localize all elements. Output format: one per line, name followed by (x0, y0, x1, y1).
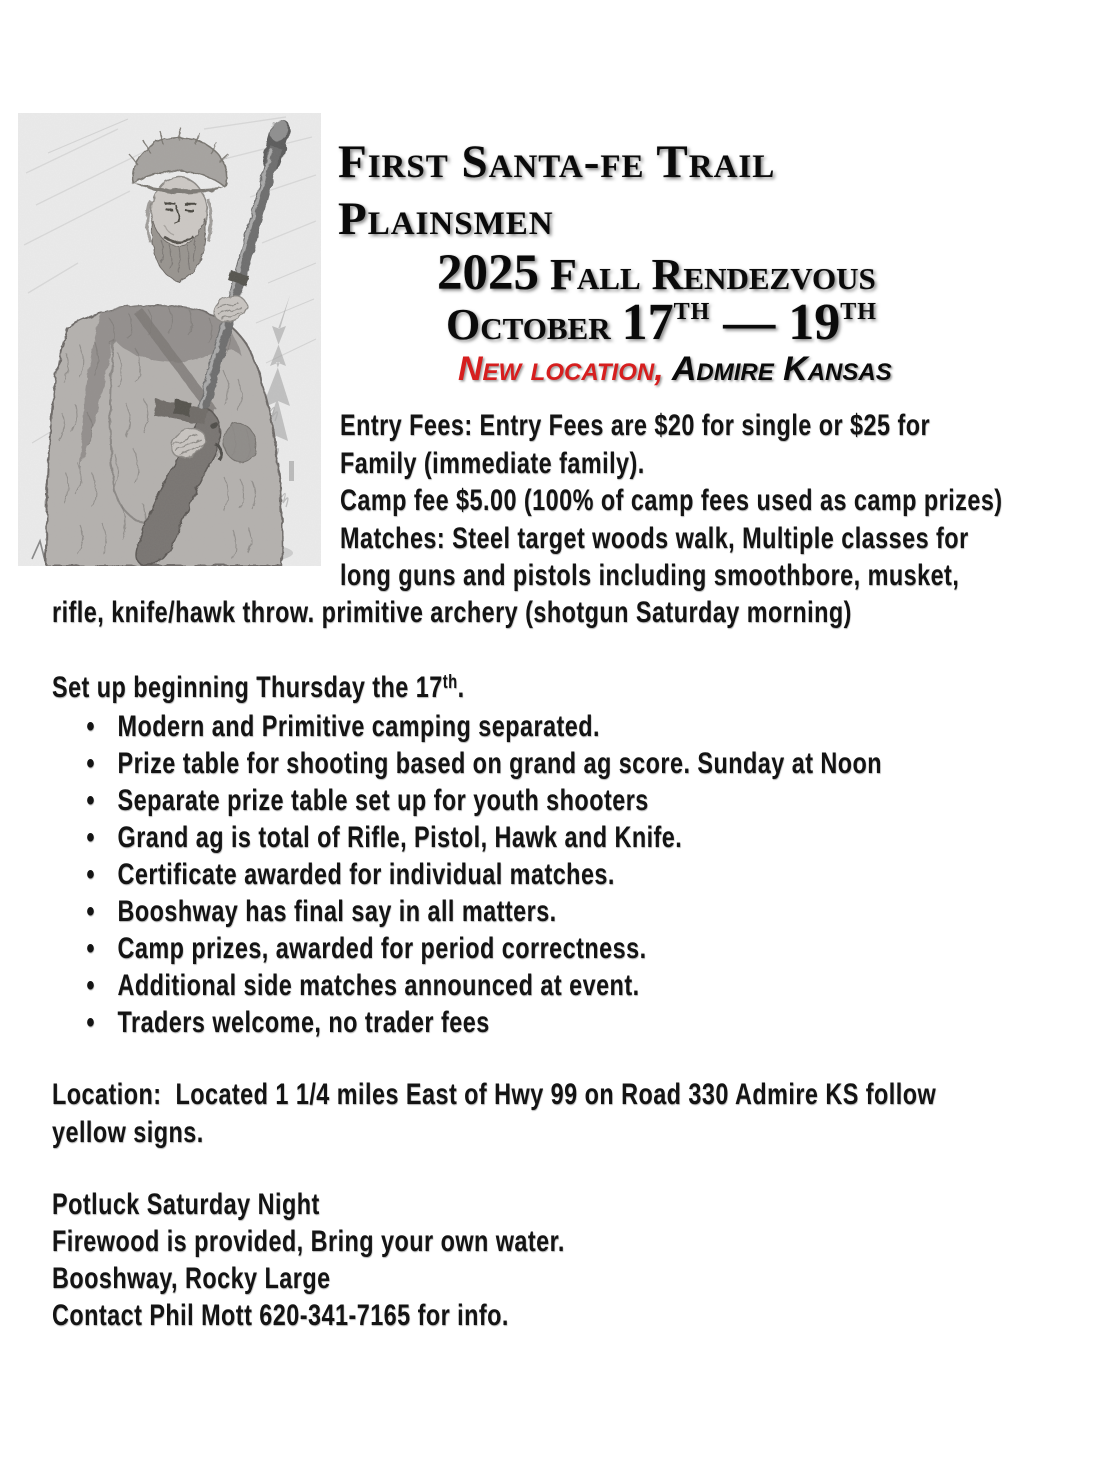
bullet-icon: • (86, 821, 95, 854)
event-details-list (52, 708, 882, 1041)
start-day-text: 17 (621, 294, 674, 351)
location-callout-line (458, 352, 892, 386)
contact-line: Contact Phil Mott 620-341-7165 for info. (52, 1299, 509, 1332)
ordinal-suffix: TH (840, 299, 877, 325)
paragraph-line: yellow signs. (52, 1115, 204, 1149)
month-text: October (446, 300, 622, 349)
paragraph-line: Location: Located 1 1/4 miles East of Hwy 99 on Road 330 Admire KS follow (52, 1078, 937, 1111)
paragraph-line: Entry Fees: Entry Fees are $20 for single or $25 for (340, 409, 931, 442)
setup-line (52, 664, 465, 707)
flyer-title-line1: First Santa-fe Trail (338, 136, 776, 188)
contact-paragraph (52, 1186, 565, 1334)
new-location-text: New location, (458, 350, 664, 388)
paragraph-line: Matches: Steel target woods walk, Multiple classes for (340, 521, 969, 555)
list-item (52, 782, 882, 819)
bullet-icon: • (86, 1006, 95, 1039)
list-item (52, 1004, 882, 1041)
list-item (52, 930, 882, 967)
bullet-icon: • (86, 895, 95, 928)
entry-fees-paragraph (340, 407, 1003, 595)
flyer-subtitle-year-line (437, 245, 876, 301)
potluck-line: Potluck Saturday Night (52, 1188, 320, 1221)
fall-rendezvous-text: Fall Rendezvous (539, 250, 876, 299)
list-item (52, 819, 882, 856)
list-item (52, 893, 882, 930)
list-item-text: Camp prizes, awarded for period correctness. (117, 932, 647, 965)
ordinal-suffix: TH (673, 299, 711, 325)
bullet-icon: • (86, 784, 95, 817)
bullet-icon: • (86, 747, 95, 780)
list-item-text: Grand ag is total of Rifle, Pistol, Hawk and Knife. (117, 821, 683, 854)
ordinal-suffix: th (442, 672, 458, 693)
bullet-icon: • (86, 969, 95, 1002)
list-item-text: Certificate awarded for individual matches. (117, 858, 615, 891)
bullet-icon: • (86, 932, 95, 965)
location-paragraph (52, 1076, 936, 1151)
paragraph-line: rifle, knife/hawk throw. primitive archery (shotgun Saturday morning) (52, 596, 852, 629)
list-item-text: Prize table for shooting based on grand ag score. Sunday at Noon (117, 747, 883, 780)
bullet-icon: • (86, 710, 95, 743)
firewood-line: Firewood is provided, Bring your own water. (52, 1225, 565, 1258)
paragraph-line: long guns and pistols including smoothbore, musket, (340, 559, 960, 592)
flyer-date-line (446, 294, 877, 351)
setup-text-end: . (457, 671, 465, 704)
setup-text: Set up beginning Thursday the 17 (52, 671, 443, 704)
plainsman-sketch-image (18, 113, 321, 566)
bullet-icon: • (86, 858, 95, 891)
list-item-text: Booshway has final say in all matters. (117, 895, 557, 928)
paragraph-line: Family (immediate family). (340, 446, 645, 480)
admire-kansas-text: Admire Kansas (663, 350, 892, 388)
list-item-text: Traders welcome, no trader fees (117, 1006, 490, 1039)
list-item-text: Modern and Primitive camping separated. (117, 710, 600, 743)
list-item (52, 856, 882, 893)
booshway-line: Booshway, Rocky Large (52, 1262, 331, 1295)
year-text: 2025 (437, 245, 539, 301)
list-item (52, 708, 882, 745)
list-item-text: Separate prize table set up for youth shooters (117, 784, 649, 817)
date-dash: — (710, 294, 789, 351)
paragraph-line: Camp fee $5.00 (100% of camp fees used as camp prizes) (340, 484, 1003, 517)
flyer-title-line2: Plainsmen (338, 193, 554, 245)
end-day-text: 19 (788, 294, 841, 351)
list-item (52, 745, 882, 782)
list-item (52, 967, 882, 1004)
list-item-text: Additional side matches announced at event. (117, 969, 640, 1002)
